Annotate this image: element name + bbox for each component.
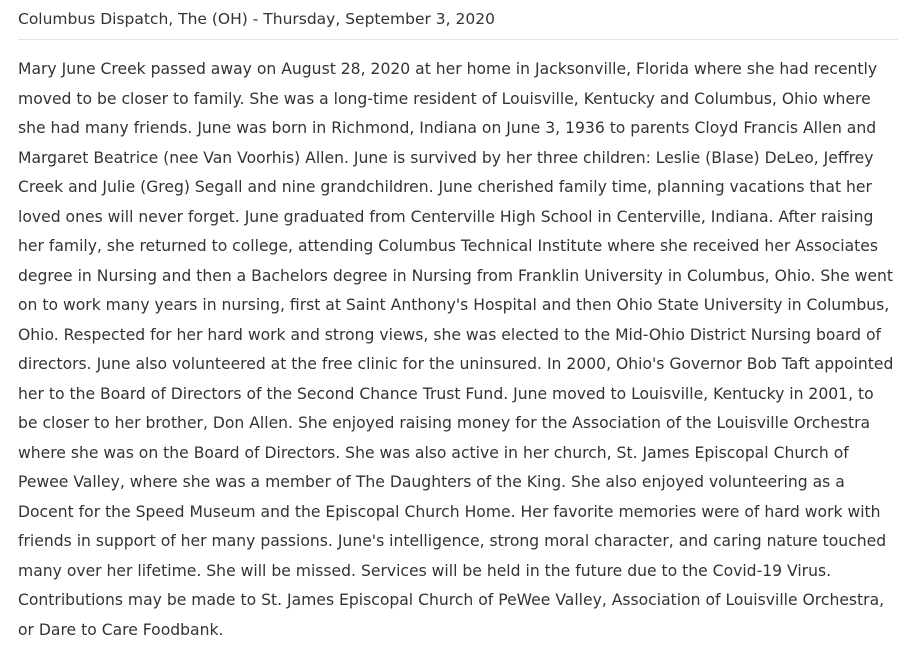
obituary-body-text: Mary June Creek passed away on August 28, 2020 at her home in Jacksonville, Florida where she had recently moved to be closer to family. She was a long-time resident of Louisville, Kentucky and Columbus, Ohio where she had many friends. June was born in Richmond, Indiana on June 3, 1936 to parents Cloyd Francis Allen and Margaret Beatrice (nee Van Voorhis) Allen. June is survived by her three children: Leslie (Blase) DeLeo, Jeffrey Creek and Julie (Greg) Segall and nine grandchildren. June cherished family time, planning vacations that her loved ones will never forget. June graduated from Centerville High School in Centerville, Indiana. After raising her family, she returned to college, attending Columbus Technical Institute where she received her Associates degree in Nursing and then a Bachelors degree in Nursing from Franklin University in Columbus, Ohio. She went on to work many years in nursing, first at Saint Anthony's Hospital and then Ohio State University in Columbus, Ohio. Respected for her hard work and strong views, she was elected to the Mid-Ohio District Nursing board of directors. June also volunteered at the free clinic for the uninsured. In 2000, Ohio's Governor Bob Taft appointed her to the Board of Directors of the Second Chance Trust Fund. June moved to Louisville, Kentucky in 2001, to be closer to her brother, Don Allen. She enjoyed raising money for the Association of the Louisville Orchestra where she was on the Board of Directors. She was also active in her church, St. James Episcopal Church of Pewee Valley, where she was a member of The Daughters of the King. She also enjoyed volunteering as a Docent for the Speed Museum and the Episcopal Church Home. Her favorite memories were of hard work with friends in support of her many passions. June's intelligence, strong moral character, and caring nature touched many over her lifetime. She will be missed. Services will be held in the future due to the Covid-19 Virus. Contributions may be made to St. James Episcopal Church of PeWee Valley, Association of Louisville Orchestra, or Dare to Care Foodbank. [18,60,894,639]
obituary-document [18,0,898,645]
publication-source-line: Columbus Dispatch, The (OH) - Thursday, September 3, 2020 [18,0,898,40]
